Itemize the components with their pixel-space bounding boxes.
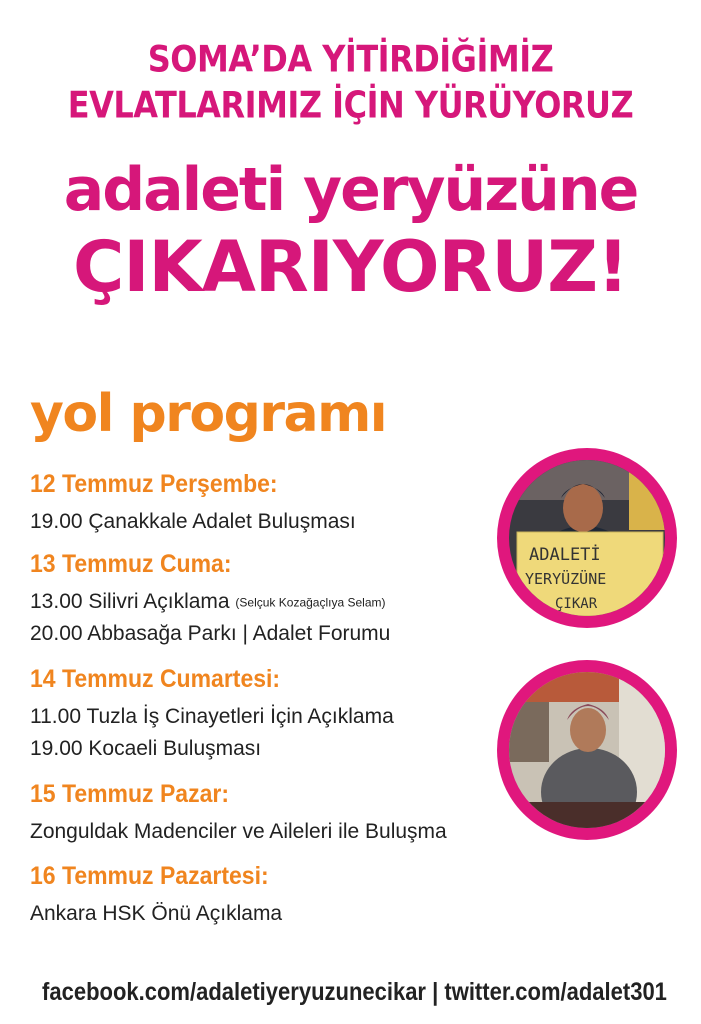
headline-slogan-emphasis: ÇIKARIYORUZ! xyxy=(73,226,628,308)
program-day-4: 15 Temmuz Pazar: xyxy=(30,780,229,808)
program-event: 20.00 Abbasağa Parkı | Adalet Forumu xyxy=(30,622,391,645)
program-event: Ankara HSK Önü Açıklama xyxy=(30,902,283,925)
protester-photo-image xyxy=(509,460,665,616)
program-event: 19.00 Çanakkale Adalet Buluşması xyxy=(30,510,356,533)
program-event xyxy=(30,590,386,614)
program-day-1: 12 Temmuz Perşembe: xyxy=(30,470,278,498)
sign-text-1: ADALETİ xyxy=(529,545,601,565)
seated-woman-image xyxy=(509,672,665,828)
program-day-2: 13 Temmuz Cuma: xyxy=(30,550,232,578)
headline-slogan: adaleti yeryüzüne xyxy=(63,155,638,225)
sign-text-3: ÇIKAR xyxy=(555,596,598,612)
program-day-5: 16 Temmuz Pazartesi: xyxy=(30,862,269,890)
program-event: Zonguldak Madenciler ve Aileleri ile Buluşma xyxy=(30,820,447,843)
program-event: 19.00 Kocaeli Buluşması xyxy=(30,737,262,760)
program-event-text: 13.00 Silivri Açıklama xyxy=(30,590,236,613)
protester-photo-with-sign xyxy=(497,448,677,628)
sign-text-2: YERYÜZÜNE xyxy=(525,570,607,588)
seated-woman-photo xyxy=(497,660,677,840)
program-event-note: (Selçuk Kozağaçlıya Selam) xyxy=(235,595,386,610)
headline-line-1: SOMA’DA YİTİRDİĞİMİZ xyxy=(147,37,554,81)
program-title: yol programı xyxy=(30,384,387,444)
headline-line-2: EVLATLARIMIZ İÇİN YÜRÜYORUZ xyxy=(67,83,634,127)
footer-social-links: facebook.com/adaletiyeryuzunecikar | twitter.com/adalet301 xyxy=(42,978,667,1006)
program-event: 11.00 Tuzla İş Cinayetleri İçin Açıklama xyxy=(30,705,394,728)
program-day-3: 14 Temmuz Cumartesi: xyxy=(30,665,281,693)
